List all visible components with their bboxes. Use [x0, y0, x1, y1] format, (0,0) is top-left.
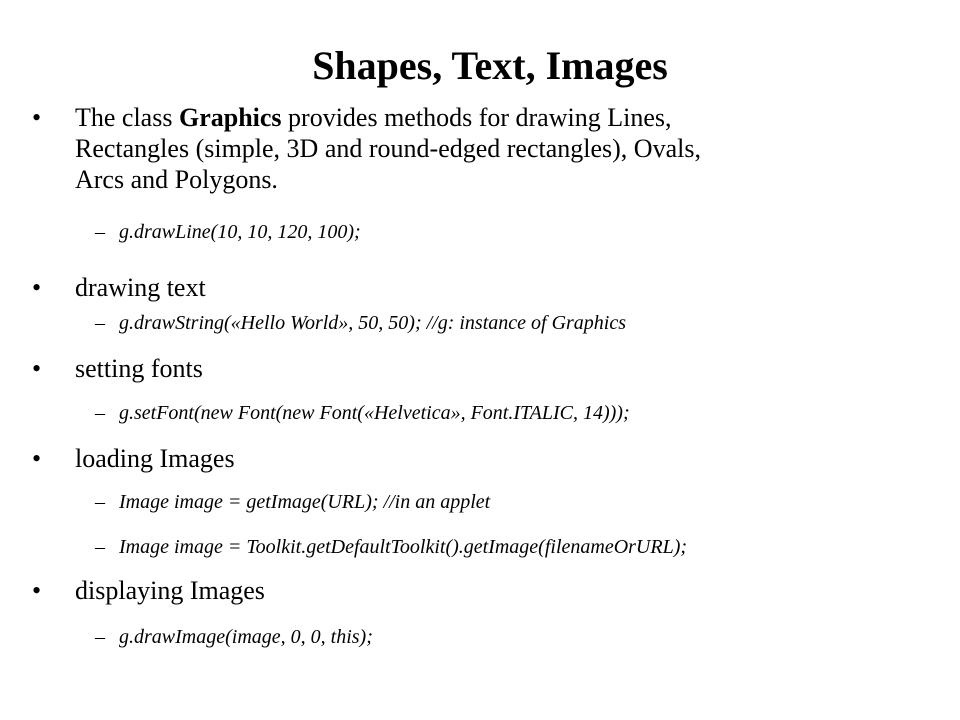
sub-dash: – — [95, 536, 105, 558]
code-text: g.drawImage(image, 0, 0, this); — [119, 626, 373, 648]
bullet-text — [75, 102, 895, 195]
bullet-dot: • — [32, 354, 42, 383]
bullet-line: Rectangles (simple, 3D and round-edged rectangles), Ovals, — [75, 134, 701, 163]
code-text: Image image = Toolkit.getDefaultToolkit().getImage(filenameOrURL); — [119, 536, 688, 558]
bullet-dot: • — [32, 273, 42, 302]
sub-dash: – — [95, 626, 105, 648]
bullet-line: Arcs and Polygons. — [75, 165, 278, 194]
bullet-line — [75, 102, 895, 133]
bullet-dot: • — [32, 576, 42, 605]
bullet-text: drawing text — [75, 273, 206, 302]
bullet-text: loading Images — [75, 444, 235, 473]
bullet-text-pre: The class — [75, 103, 179, 132]
sub-dash: – — [95, 312, 105, 334]
code-text: Image image = getImage(URL); //in an applet — [119, 491, 491, 513]
bullet-dot: • — [32, 444, 42, 473]
code-text: g.drawString(«Hello World», 50, 50); //g: instance of Graphics — [119, 312, 627, 334]
slide-title: Shapes, Text, Images — [312, 43, 668, 88]
bullet-dot: • — [32, 103, 42, 132]
code-text: g.drawLine(10, 10, 120, 100); — [119, 221, 361, 243]
bullet-text: setting fonts — [75, 354, 203, 383]
sub-dash: – — [95, 402, 105, 424]
bullet-text-bold: Graphics — [178, 103, 282, 132]
sub-dash: – — [95, 221, 105, 243]
bullet-text-post: provides methods for drawing Lines, — [281, 103, 672, 132]
bullet-text: displaying Images — [75, 576, 265, 605]
sub-dash: – — [95, 491, 105, 513]
code-text: g.setFont(new Font(new Font(«Helvetica», Font.ITALIC, 14))); — [119, 402, 630, 424]
